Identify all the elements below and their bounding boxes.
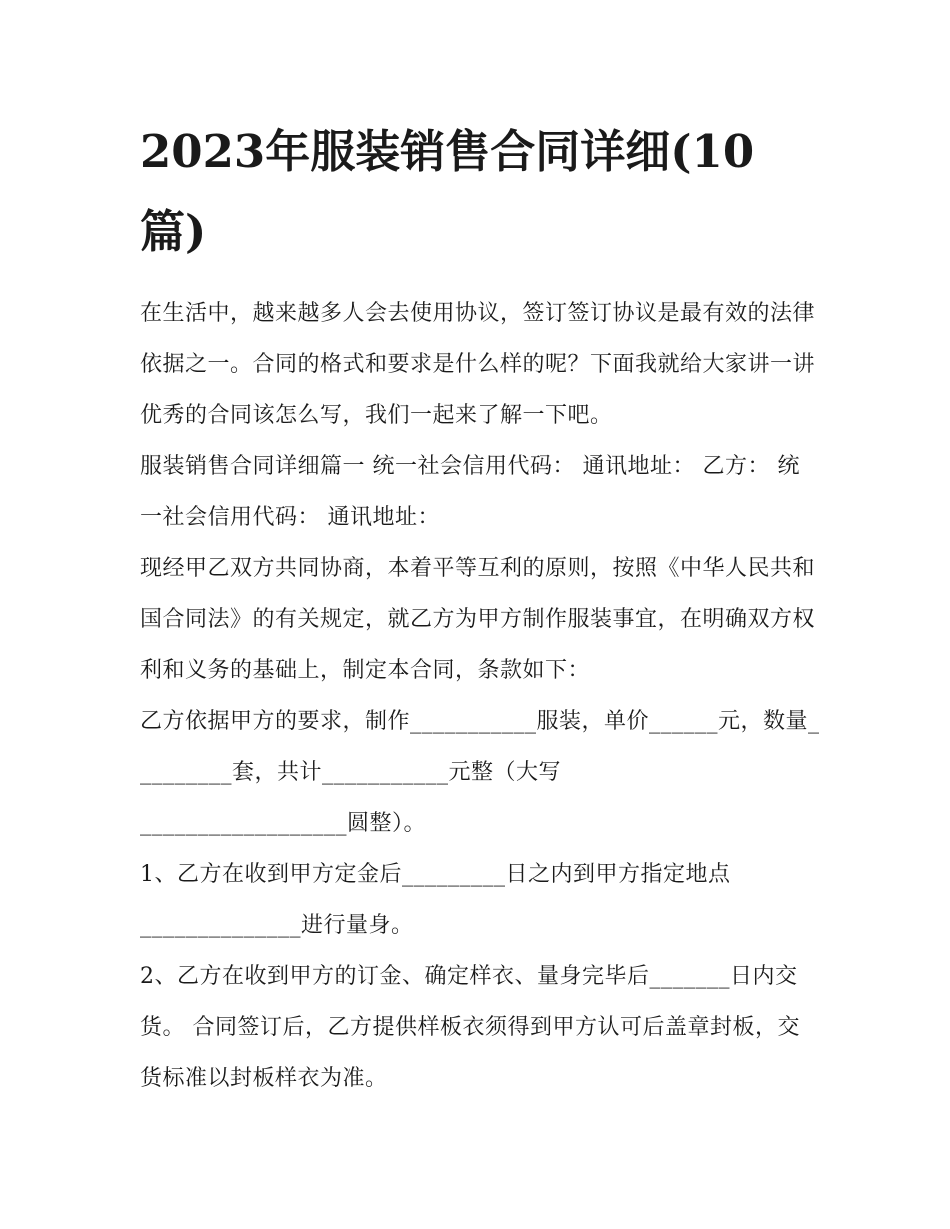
clause-2-paragraph: 2、乙方在收到甲方的订金、确定样衣、量身完毕后_______日内交货。 合同签订后，乙方提供样板衣须得到甲方认可后盖章封板，交货标准以封板样衣为准。	[140, 964, 800, 1091]
clause-1-paragraph: 1、乙方在收到甲方定金后_________日之内到甲方指定地点 ______________进行量身。	[140, 862, 731, 938]
intro-paragraph: 在生活中，越来越多人会去使用协议，签订签订协议是最有效的法律依据之一。合同的格式和要求是什么样的呢？下面我就给大家讲一讲优秀的合同该怎么写，我们一起来了解一下吧。	[140, 301, 816, 428]
document-title: 2023年服装销售合同详细(10篇)	[140, 125, 755, 258]
parties-info-paragraph: 服装销售合同详细篇一 统一社会信用代码： 通讯地址： 乙方： 统一社会信用代码： 通讯地址：	[140, 454, 800, 530]
order-terms-paragraph: 乙方依据甲方的要求，制作___________服装，单价______元，数量_________套，共计___________元整（大写 __________________圆整）。	[140, 709, 820, 836]
document-page	[140, 112, 820, 1104]
agreement-preamble-paragraph: 现经甲乙双方共同协商，本着平等互利的原则，按照《中华人民共和国合同法》的有关规定，就乙方为甲方制作服装事宜，在明确双方权利和义务的基础上，制定本合同，条款如下：	[140, 556, 816, 683]
